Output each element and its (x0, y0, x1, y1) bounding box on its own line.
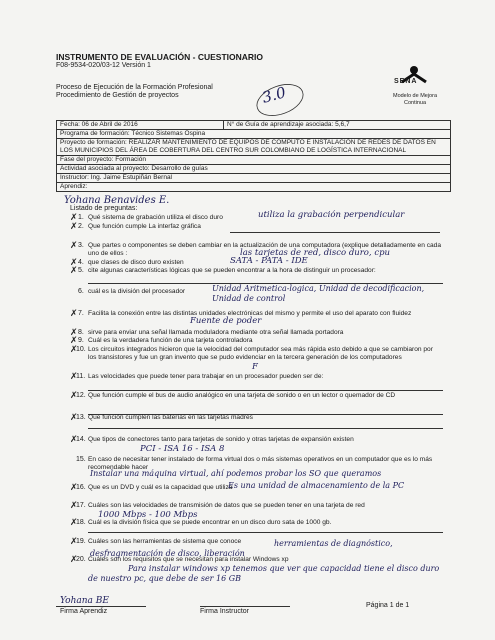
answer-text: Fuente de poder (190, 316, 262, 326)
question-text: Cuáles son los requisitos que se necesitan para instalar Windows xp (88, 556, 289, 563)
apprentice-field: Aprendiz: (57, 183, 451, 192)
cross-mark: ✗ (70, 390, 78, 400)
question-number: 1. (78, 214, 84, 221)
cross-mark: ✗ (70, 536, 78, 546)
answer-line (88, 390, 443, 391)
question-text: Los circuitos integrados hicieron que la velocidad del computador sea más rápida esto debido a que se cambiaron por los transistores y fue un gran invento que se pudo evidenciar en la tercera generación de los computadores (88, 346, 433, 361)
program-field: Programa de formación: Técnico Sistemas Ospina (57, 130, 451, 139)
question-number: 8. (78, 329, 84, 336)
instructor-field: Instructor: Ing. Jaime Estupiñán Bernal (57, 174, 451, 183)
question-number: 6. (78, 288, 84, 295)
answer-text: utiliza la grabación perpendicular (258, 210, 405, 220)
student-name: Yohana Benavides E. (64, 195, 170, 206)
cross-mark: ✗ (70, 308, 78, 318)
cross-mark: ✗ (70, 327, 78, 337)
question-number: 20. (76, 556, 86, 563)
question-number: 5. (78, 267, 84, 274)
question-text: Que función cumple La interfaz gráfica (88, 223, 201, 230)
question-number: 15. (76, 456, 86, 463)
phase-field: Fase del proyecto: Formación (57, 156, 451, 165)
question-number: 16. (76, 484, 86, 491)
question-number: 9. (78, 337, 84, 344)
question-number: 11. (76, 373, 86, 380)
answer-text: PCI - ISA 16 - ISA 8 (140, 444, 225, 454)
date-field: Fecha: 06 de Abril de 2016 (57, 121, 224, 130)
cross-mark: ✗ (70, 434, 78, 444)
question-text: Cuáles son las velocidades de transmisión de datos que se pueden tener en una tarjeta de red (88, 502, 365, 509)
guide-field: N° de Guía de aprendizaje asociada: 5,6,7 (224, 121, 451, 130)
document-code: F08-9534-020/03-12 Versión 1 (56, 62, 151, 69)
question-number: 12. (76, 392, 86, 399)
cross-mark: ✗ (70, 554, 78, 564)
answer-text: SATA - PATA - IDE (230, 256, 308, 266)
question-number: 4. (78, 259, 84, 266)
question-number: 18. (76, 519, 86, 526)
question-number: 19. (76, 538, 86, 545)
procedure-name: Procedimiento de Gestión de proyectos (56, 92, 179, 99)
question-number: 14. (76, 436, 86, 443)
answer-text: 1000 Mbps - 100 Mbps (98, 510, 198, 520)
answer-line (230, 232, 440, 233)
question-text: sirve para enviar una señal llamada moduladora mediante otra señal llamada portadora (88, 329, 344, 336)
question-number: 10. (76, 346, 86, 353)
answer-text: Unidad Aritmetica-logica, Unidad de decodificacion, Unidad de control (212, 284, 425, 303)
signature-line (56, 606, 146, 607)
questions-label: Listado de preguntas: (70, 205, 138, 212)
page-number: Página 1 de 1 (366, 602, 410, 609)
apprentice-signature: Yohana BE (60, 596, 109, 606)
question-text: Que partes o componentes se deben cambiar en la actualización de una computadora (explique detalladamente en cada uno de ellos : (88, 242, 441, 257)
logo-name: SENA (394, 78, 418, 85)
question-number: 17. (76, 502, 86, 509)
answer-line (88, 532, 443, 533)
question-text: En caso de necesitar tener instalado de forma virtual dos o más sistemas operativos en un computador que es lo más recomendable hacer (88, 456, 433, 471)
sena-logo (383, 60, 445, 122)
cross-mark: ✗ (70, 212, 78, 222)
question-number: 3. (78, 242, 84, 249)
process-name: Proceso de Ejecución de la Formación Profesional (56, 84, 213, 91)
question-text: Que función cumple el bus de audio analógico en una tarjeta de sonido o en un lector o quemador de CD (88, 392, 396, 399)
course-info-table (56, 120, 451, 192)
question-text: Facilita la conexión entre las distintas unidades electrónicas del mismo y permite el uso del aparato con fluidez (88, 310, 412, 317)
cross-mark: ✗ (70, 240, 78, 250)
cross-mark: ✗ (70, 371, 78, 381)
answer-line (88, 428, 443, 429)
grade-mark: 3.0 (260, 83, 288, 107)
answer-text: Instalar una máquina virtual, ahí podemos probar los SO que queramos (90, 469, 382, 478)
question-text: Cuáles son las herramientas de sistema que conoce (88, 538, 242, 545)
project-field: Proyecto de formación: REALIZAR MANTENIMIENTO DE EQUIPOS DE COMPUTO E INSTALACIÓN DE REDES DE DATOS EN LOS MUNICIPIOS DEL ÁREA DE COBERTURA DEL CENTRO SUR COLOMBIANO DE LOGÍSTICA INTERNACIONAL (57, 139, 451, 156)
instructor-signature-label: Firma Instructor (200, 608, 250, 615)
question-text: que clases de disco duro existen (88, 259, 184, 266)
question-text: Que es un DVD y cuál es la capacidad que utiliza (88, 484, 233, 491)
answer-text: F (252, 362, 258, 372)
cross-mark: ✗ (70, 265, 78, 275)
answer-text: las tarjetas de red, disco duro, cpu (240, 248, 390, 258)
question-number: 2. (78, 223, 84, 230)
signature-line (200, 606, 290, 607)
apprentice-signature-label: Firma Aprendiz (60, 608, 108, 615)
question-text: Cuál es la división física que se puede encontrar en un disco duro sata de 1000 gb. (88, 519, 332, 526)
cross-mark: ✗ (70, 344, 78, 354)
cross-mark: ✗ (70, 500, 78, 510)
cross-mark: ✗ (70, 482, 78, 492)
question-number: 13. (76, 414, 86, 421)
cross-mark: ✗ (70, 335, 78, 345)
cross-mark: ✗ (70, 257, 78, 267)
activity-field: Actividad asociada al proyecto: Desarrollo de guías (57, 165, 451, 174)
question-text: Las velocidades que puede tener para trabajar en un procesador pueden ser de: (88, 373, 324, 380)
answer-text: Para instalar windows xp tenemos que ver que capacidad tiene el disco duro de nuestro pc, que debe de ser 16 GB (88, 564, 440, 583)
answer-text: herramientas de diagnóstico, desfragmentación de disco, liberación (90, 539, 393, 558)
question-text: cuál es la división del procesador (88, 288, 186, 295)
logo-subtitle: Modelo de Mejora Continua (392, 93, 438, 106)
question-text: Que función cumplen las baterías en las tarjetas madres (88, 414, 253, 421)
cross-mark: ✗ (70, 517, 78, 527)
document-title: INSTRUMENTO DE EVALUACIÓN - CUESTIONARIO (56, 52, 263, 62)
question-text: Qué sistema de grabación utiliza el disco duro (88, 214, 223, 221)
question-text: Cuál es la verdadera función de una tarjeta controladora (88, 337, 253, 344)
answer-text: Es una unidad de almacenamiento de la PC (228, 481, 405, 490)
cross-mark: ✗ (70, 221, 78, 231)
question-text: Que tipos de conectores tanto para tarjetas de sonido y otras tarjetas de expansión existen (88, 436, 354, 443)
question-text: cite algunas características lógicas que se pueden encontrar a la hora de distinguir un procesador: (88, 267, 376, 274)
question-number: 7. (78, 310, 84, 317)
cross-mark: ✗ (70, 412, 78, 422)
